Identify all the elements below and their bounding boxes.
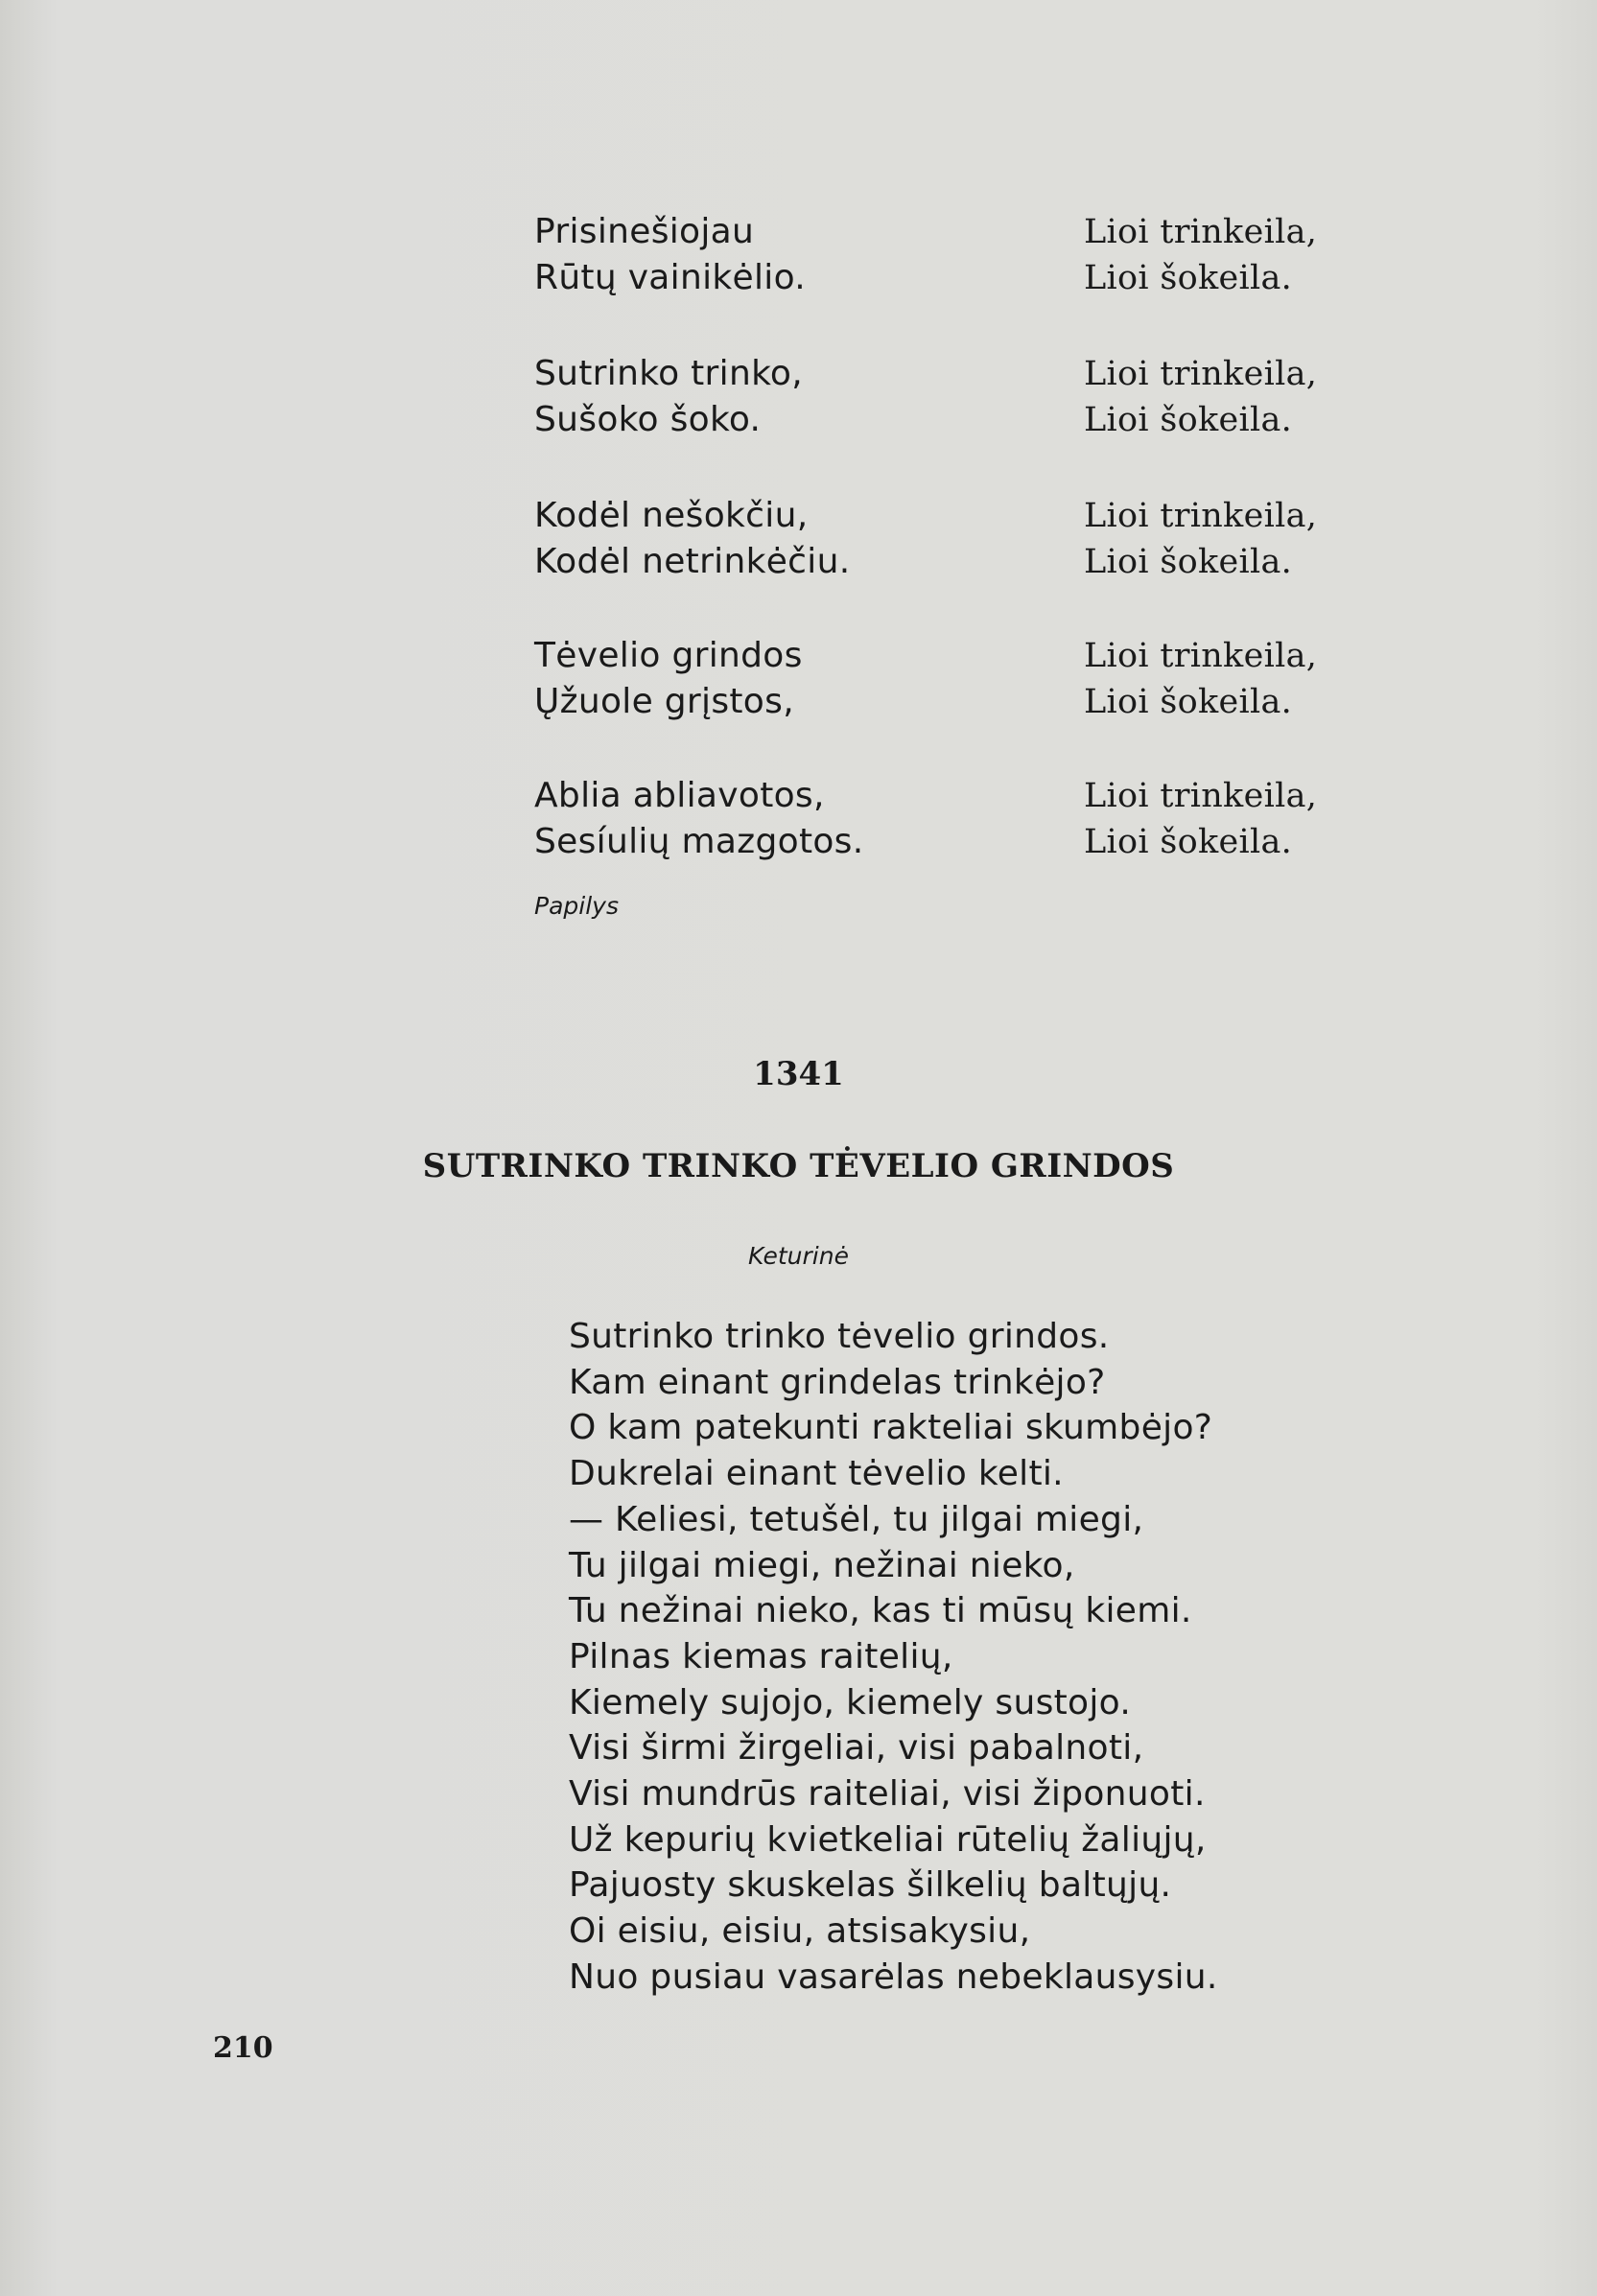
- source-place: Papilys: [534, 892, 619, 920]
- verse-line: Ųžuole grįstos,: [534, 682, 794, 721]
- stanza: [0, 493, 1597, 589]
- poem-line: Sutrinko trinko tėvelio grindos.: [569, 1317, 1110, 1356]
- song-subtitle: Keturinė: [748, 1242, 849, 1270]
- stanza-verse: [534, 773, 863, 865]
- stanza-verse: [534, 493, 850, 585]
- poem-line: O kam patekunti rakteliai skumbėjo?: [569, 1408, 1213, 1448]
- stanza-verse: [534, 633, 803, 725]
- stanza: [0, 773, 1597, 869]
- refrain-line: Lioi šokeila.: [1084, 823, 1293, 861]
- stanza-refrain: [1084, 351, 1317, 443]
- refrain-line: Lioi trinkeila,: [1084, 637, 1318, 675]
- song-title: SUTRINKO TRINKO TĖVELIO GRINDOS: [422, 1147, 1175, 1185]
- refrain-line: Lioi trinkeila,: [1084, 497, 1318, 535]
- refrain-line: Lioi trinkeila,: [1084, 213, 1318, 251]
- verse-line: Ablia abliavotos,: [534, 776, 825, 815]
- poem-line: Nuo pusiau vasarėlas nebeklausysiu.: [569, 1956, 1218, 1997]
- poem-line: Visi širmi žirgeliai, visi pabalnoti,: [569, 1728, 1144, 1769]
- poem-line: Kiemely sujojo, kiemely sustojo.: [569, 1682, 1132, 1722]
- refrain-line: Lioi šokeila.: [1084, 543, 1293, 581]
- verse-line: Prisinešiojau: [534, 212, 755, 251]
- poem-line: — Keliesi, tetušėl, tu jilgai miegi,: [569, 1499, 1144, 1539]
- stanza: [0, 351, 1597, 447]
- verse-line: Sesíulių mazgotos.: [534, 822, 864, 861]
- refrain-line: Lioi šokeila.: [1084, 259, 1293, 297]
- stanza-refrain: [1084, 773, 1317, 865]
- page-number: 210: [213, 2031, 273, 2065]
- refrain-line: Lioi šokeila.: [1084, 683, 1293, 721]
- poem-line: Pajuosty skuskelas šilkelių baltųjų.: [569, 1865, 1172, 1906]
- poem-line: Tu jilgai miegi, nežinai nieko,: [569, 1545, 1075, 1585]
- refrain-line: Lioi šokeila.: [1084, 401, 1293, 439]
- poem-line: Visi mundrūs raiteliai, visi žiponuoti.: [569, 1774, 1206, 1815]
- stanza: [0, 633, 1597, 729]
- stanza-refrain: [1084, 633, 1317, 725]
- song-text: [569, 1314, 1218, 2001]
- poem-line: Oi eisiu, eisiu, atsisakysiu,: [569, 1911, 1031, 1952]
- stanza-verse: [534, 351, 803, 443]
- poem-line: Dukrelai einant tėvelio kelti.: [569, 1454, 1064, 1494]
- refrain-line: Lioi trinkeila,: [1084, 777, 1318, 815]
- verse-line: Sutrinko trinko,: [534, 354, 804, 393]
- refrain-line: Lioi trinkeila,: [1084, 355, 1318, 393]
- poem-line: Pilnas kiemas raitelių,: [569, 1636, 953, 1676]
- verse-line: Rūtų vainikėlio.: [534, 258, 807, 297]
- verse-line: Tėvelio grindos: [534, 636, 803, 675]
- poem-line: Už kepurių kvietkeliai rūtelių žaliųjų,: [569, 1819, 1207, 1860]
- stanza: [0, 209, 1597, 305]
- song-number: 1341: [753, 1055, 844, 1093]
- stanza-verse: [534, 209, 806, 301]
- stanza-refrain: [1084, 493, 1317, 585]
- verse-line: Kodėl nešokčiu,: [534, 496, 809, 535]
- poem-line: Kam einant grindelas trinkėjo?: [569, 1362, 1106, 1402]
- poem-line: Tu nežinai nieko, kas ti mūsų kiemi.: [569, 1591, 1192, 1631]
- verse-line: Kodėl netrinkėčiu.: [534, 542, 851, 581]
- stanza-refrain: [1084, 209, 1317, 301]
- verse-line: Sušoko šoko.: [534, 400, 762, 439]
